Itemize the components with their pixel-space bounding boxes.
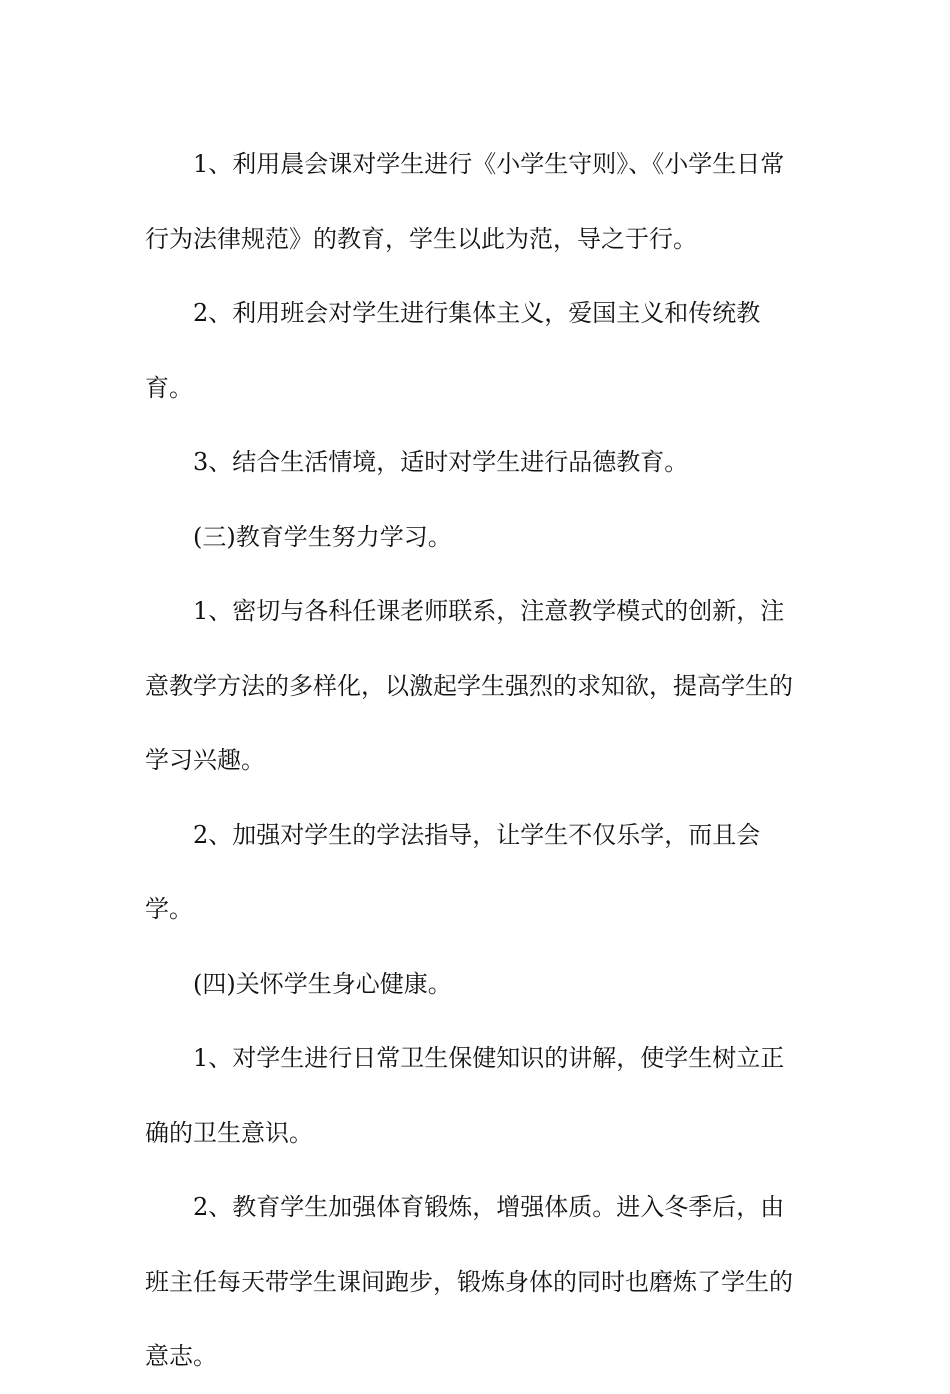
section-heading-health: (四)关怀学生身心健康。: [193, 969, 452, 998]
paragraph-study-guidance: 2、加强对学生的学法指导，让学生不仅乐学，而且会学。: [145, 820, 761, 923]
paragraph-teacher-contact: 1、密切与各科任课老师联系，注意教学模式的创新，注意教学方法的多样化，以激起学生强烈的求知欲，提高学生的学习兴趣。: [145, 597, 793, 774]
document-body: [145, 127, 807, 1394]
section-heading-study: (三)教育学生努力学习。: [193, 522, 452, 551]
paragraph-moral-education: 3、结合生活情境，适时对学生进行品德教育。: [193, 448, 689, 476]
paragraph-hygiene: 1、对学生进行日常卫生保健知识的讲解，使学生树立正确的卫生意识。: [145, 1044, 785, 1147]
paragraph-morning-meeting: 1、利用晨会课对学生进行《小学生守则》、《小学生日常行为法律规范》的教育，学生以此为范，导之于行。: [145, 150, 785, 253]
paragraph-class-meeting: 2、利用班会对学生进行集体主义，爱国主义和传统教育。: [145, 299, 761, 402]
paragraph-exercise: 2、教育学生加强体育锻炼，增强体质。进入冬季后，由班主任每天带学生课间跑步，锻炼身体的同时也磨炼了学生的意志。: [145, 1193, 793, 1370]
